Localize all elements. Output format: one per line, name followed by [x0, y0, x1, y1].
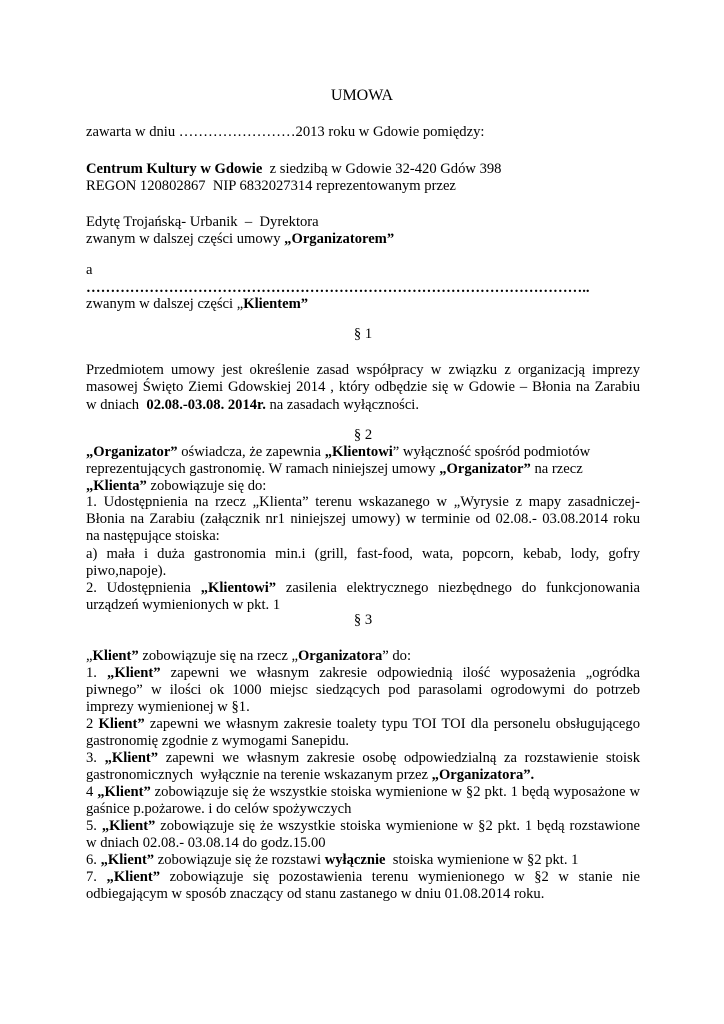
organizer-line — [86, 161, 640, 178]
organizer-ref: „Organizator” — [86, 444, 178, 460]
representative: Edytę Trojańską- Urbanik – Dyrektora — [86, 214, 319, 230]
text-fragment: gastronomicznych wyłącznie na terenie wskazanym przez — [86, 767, 432, 783]
organizer-ref: Organizatora — [297, 648, 383, 664]
section-3-item-1-line-3: imprezy wymienionej w §1. — [86, 699, 250, 715]
text-fragment: zobowiązuje się że wszystkie stoiska wymienione w §2 pkt. 1 będą wyposażone w — [150, 784, 640, 800]
section-1-line-3 — [86, 397, 640, 414]
organizer-role-prefix: zwanym w dalszej części umowy — [86, 231, 285, 247]
organizer-ref: „Organizatora”. — [431, 767, 535, 783]
client-ref: „Klient” — [107, 665, 161, 681]
text-fragment: zasilenia elektrycznego niezbędnego do funkcjonowania — [276, 580, 640, 596]
section-2-point-1-line-2: Błonia na Zarabiu (załącznik nr1 niniejszej umowy) w terminie od 02.08.- 03.08.2014 roku — [86, 511, 640, 527]
text-fragment: 6. — [86, 852, 101, 868]
text-fragment: zobowiązuje się że wszystkie stoiska wymienione w §2 pkt. 1 będą rozstawione — [155, 818, 641, 834]
client-role-line — [86, 296, 640, 313]
section-2-point-1-line-3: na następujące stoiska: — [86, 528, 220, 544]
section-2-point-1-line-1: 1. Udostępnienia na rzecz „Klienta” terenu wskazanego w „Wyrysie z mapy zasadniczej- — [86, 494, 640, 510]
section-1-dates-suffix: na zasadach wyłączności. — [265, 397, 419, 413]
text-fragment: „ — [86, 648, 93, 664]
section-3-item-1-line-2: piwnego” w ilości ok 1000 miejsc siedzących pod parasolami ogrodowymi do potrzeb — [86, 682, 640, 698]
document-title: UMOWA — [330, 87, 394, 104]
organizer-address: z siedzibą w Gdowie 32-420 Gdów 398 — [262, 161, 502, 177]
section-3-item-3-line-1 — [86, 750, 640, 767]
section-2-line-2 — [86, 461, 640, 478]
section-3-item-2-line-2: gastronomię zgodnie z wymogami Sanepidu. — [86, 733, 350, 749]
text-fragment: 3. — [86, 750, 105, 766]
section-1-line-2: masowej Święto Ziemi Gdowskiej 2014 , który odbędzie się w Gdowie – Błonia na Zarabiu — [86, 379, 640, 395]
text-fragment: 7. — [86, 869, 107, 885]
conjunction-a: a — [86, 262, 93, 278]
organizer-name: Centrum Kultury w Gdowie — [86, 161, 263, 177]
client-name-placeholder: ………………………………………………………………………………………….. — [86, 280, 590, 296]
section-1-dates-prefix: w dniach — [86, 397, 147, 413]
client-ref: „Klientowi” — [200, 580, 277, 596]
section-2-point-2-line-1 — [86, 580, 640, 597]
section-2-point-1-line-5: piwo,napoje). — [86, 563, 167, 579]
section-1-line-1: Przedmiotem umowy jest określenie zasad współpracy w związku z organizacją imprezy — [86, 362, 640, 378]
client-ref: „Klient” — [97, 784, 151, 800]
client-ref: „Klienta” — [86, 478, 147, 494]
text-fragment: oświadcza, że zapewnia — [177, 444, 325, 460]
client-ref: „Klient” — [100, 852, 155, 868]
text-fragment: 4 — [86, 784, 98, 800]
text-fragment: 2 — [86, 716, 99, 732]
client-ref: Klient” — [98, 716, 145, 732]
organizer-regon: REGON 120802867 NIP 6832027314 reprezentowanym przez — [86, 178, 456, 194]
section-3-item-5-line-1 — [86, 818, 640, 835]
section-3-item-4-line-2: gaśnice p.pożarowe. i do celów spożywczych — [86, 801, 352, 817]
section-3-item-5-line-2: w dniach 02.08.- 03.08.14 do godz.15.00 — [86, 835, 326, 851]
text-fragment: stoiska wymienione w §2 pkt. 1 — [385, 852, 579, 868]
text-fragment: zobowiązuje się na rzecz „ — [138, 648, 298, 664]
section-2-point-1-line-4: a) mała i duża gastronomia min.i (grill, fast-food, wata, popcorn, kebab, lody, gofry — [86, 546, 640, 562]
client-ref: „Klientowi — [324, 444, 393, 460]
section-3-item-3-line-2 — [86, 767, 640, 784]
section-3-item-1-line-1 — [86, 665, 640, 682]
text-fragment: 2. Udostępnienia — [86, 580, 201, 596]
client-role-prefix: zwanym w dalszej części „ — [86, 296, 244, 312]
client-ref: „Klient” — [104, 750, 159, 766]
text-fragment: zobowiązuje się do: — [146, 478, 267, 494]
section-3-intro — [86, 648, 640, 665]
section-3-heading: § 3 — [353, 612, 373, 628]
text-fragment: ” wyłączność spośród podmiotów — [392, 444, 591, 460]
section-1-heading: § 1 — [353, 326, 373, 342]
date-line: zawarta w dniu ……………………2013 roku w Gdowie pomiędzy: — [86, 124, 485, 140]
client-role: Klientem” — [243, 296, 309, 312]
section-3-item-7-line-2: odbiegającym w sposób znaczący od stanu zastanego w dniu 01.08.2014 roku. — [86, 886, 545, 902]
text-fragment: reprezentujących gastronomię. W ramach niniejszej umowy — [86, 461, 440, 477]
section-2-line-1 — [86, 444, 640, 461]
organizer-role: „Organizatorem” — [284, 231, 395, 247]
text-fragment: zobowiązuje się że rozstawi — [154, 852, 325, 868]
section-2-line-3 — [86, 478, 640, 495]
text-fragment: zapewni we własnym zakresie toalety typu TOI TOI dla personelu obsługującego — [144, 716, 640, 732]
client-ref: Klient” — [92, 648, 139, 664]
section-2-point-2-line-2: urządzeń wymienionych w pkt. 1 — [86, 597, 281, 613]
text-fragment: zapewni we własnym zakresie odpowiednią ilość wyposażenia „ogródka — [160, 665, 641, 681]
emphasis-exclusive: wyłącznie — [324, 852, 386, 868]
section-3-item-7-line-1 — [86, 869, 640, 886]
text-fragment: zobowiązuje się pozostawienia terenu wymienionego w §2 w stanie nie — [160, 869, 640, 885]
section-1-dates: 02.08.-03.08. 2014r. — [146, 397, 266, 413]
section-2-heading: § 2 — [353, 427, 373, 443]
organizer-ref: „Organizator” — [439, 461, 531, 477]
text-fragment: na rzecz — [530, 461, 583, 477]
text-fragment: 5. — [86, 818, 102, 834]
text-fragment: zapewni we własnym zakresie osobę odpowiedzialną za rozstawienie stoisk — [158, 750, 641, 766]
organizer-role-line — [86, 231, 640, 248]
section-3-item-4-line-1 — [86, 784, 640, 801]
client-ref: „Klient” — [106, 869, 161, 885]
text-fragment: ” do: — [382, 648, 412, 664]
text-fragment: 1. — [86, 665, 108, 681]
client-ref: „Klient” — [101, 818, 156, 834]
section-3-item-6 — [86, 852, 640, 869]
section-3-item-2-line-1 — [86, 716, 640, 733]
